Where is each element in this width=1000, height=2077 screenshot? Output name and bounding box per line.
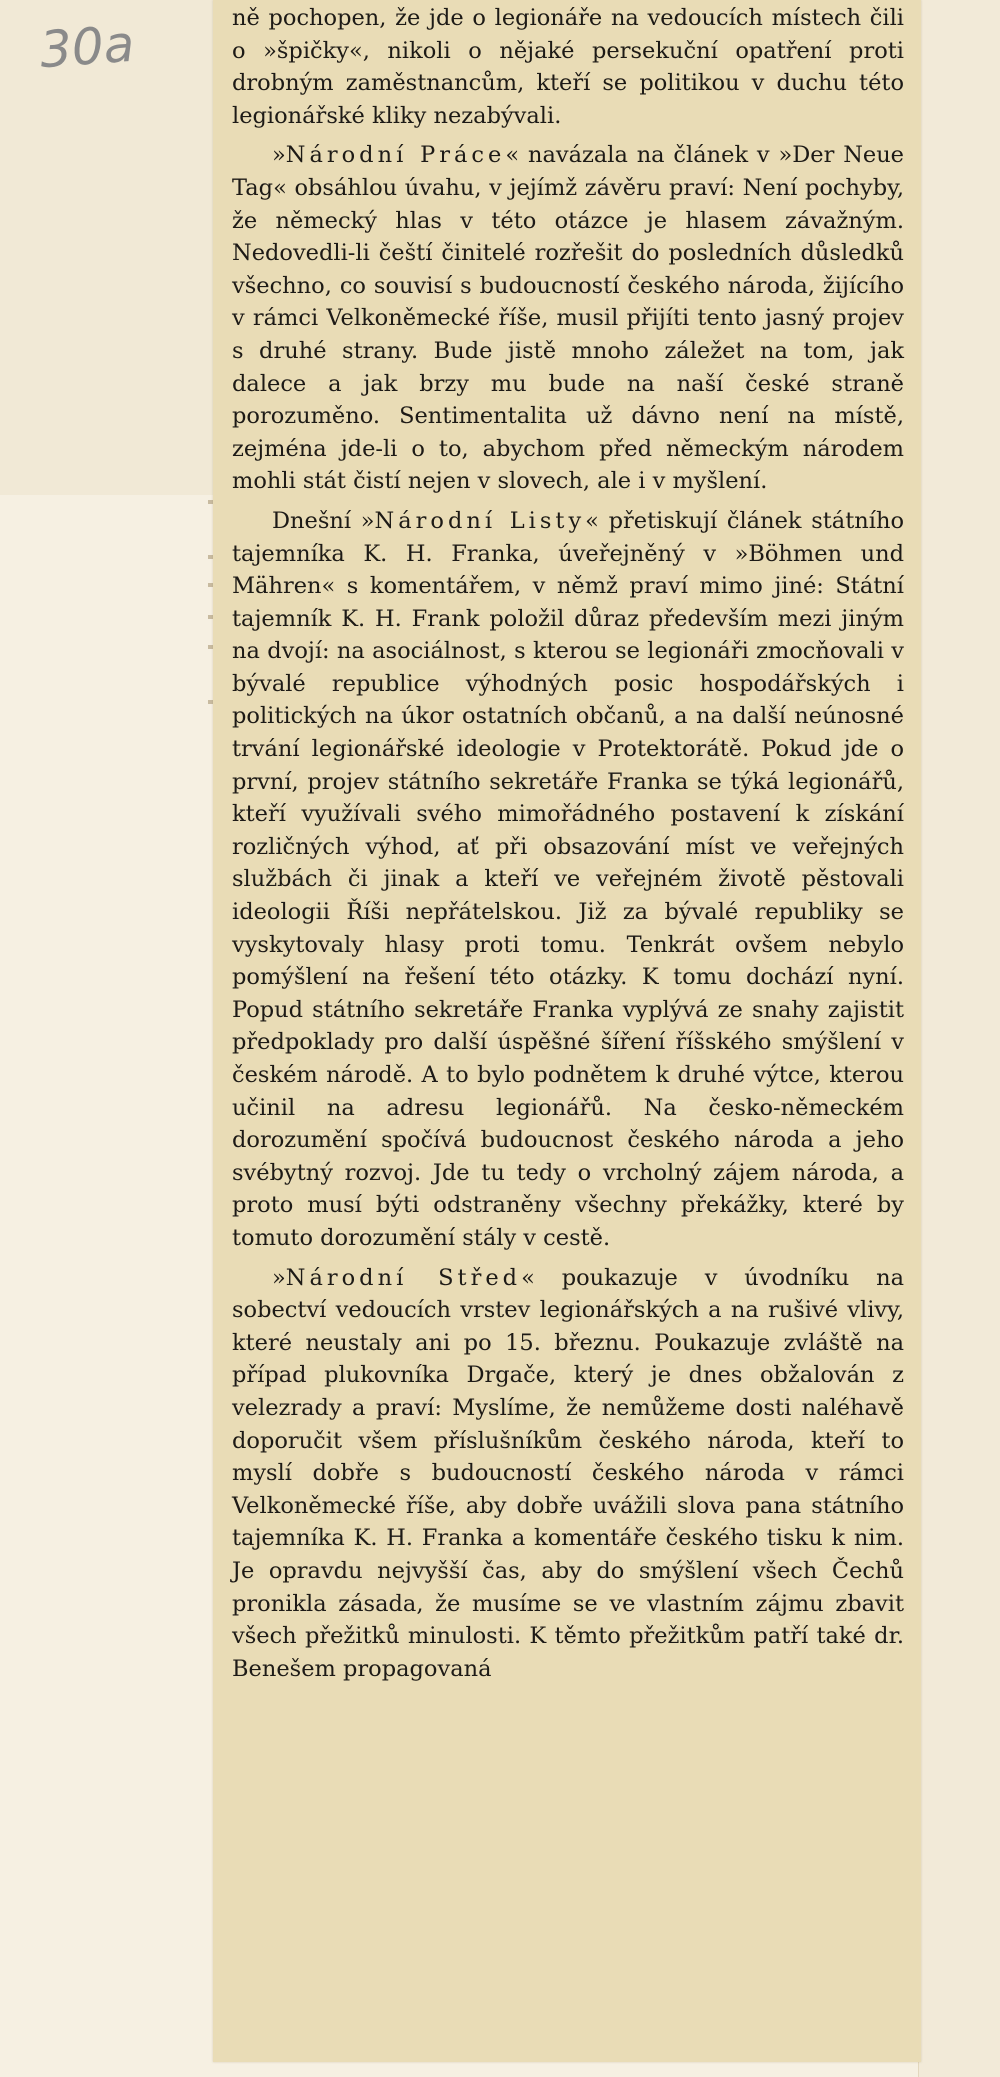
paragraph-text: Dnešní » (272, 507, 375, 534)
article-column (232, 2, 904, 1692)
background-sheet-right (918, 0, 1000, 2077)
newspaper-title: Národní Střed (285, 1264, 522, 1291)
paragraph-text: » (272, 1264, 286, 1291)
paragraph-text: « poukazuje v úvodníku na sobectví vedoucích vrstev legionářských a na rušivé vlivy, které neustaly ani po 15. březnu. Poukazuje zvláště na případ plukovníka Drgače, který je dnes obžalován z velezrady a praví: Myslíme, že nemůžeme dosti naléhavě doporučit všem příslušníkům českého národa, kteří to myslí dobře s budoucností českého národa v rámci Velkoněmecké říše, aby dobře uvážili slova pana státního tajemníka K. H. Franka a komentáře českého tisku k nim. Je opravdu nejvyšší čas, aby do smýšlení všech Čechů pronikla zásada, že musíme se ve vlastním zájmu zbavit všech přežitků minulosti. K těmto přežitkům patří také dr. Benešem propagovaná (232, 1264, 904, 1682)
newspaper-title: Národní Práce (285, 142, 506, 169)
article-paragraph (232, 1262, 904, 1686)
handwritten-note: 30a (38, 14, 137, 80)
paragraph-text: » (272, 142, 286, 169)
article-paragraph (232, 505, 904, 1255)
paragraph-text: « přetiskují článek státního tajemníka K. H. Franka, úveřejněný v »Böhmen und Mähren« s komentářem, v němž praví mimo jiné: Státní tajemník K. H. Frank položil důraz především mezi jiným na dvojí: na asociálnost, s kterou se legionáři zmocňovali v bývalé republice výhodných posic hospodářských i politických na úkor ostatních občanů, a na další neúnosné trvání legionářské ideologie v Protektorátě. Pokud jde o první, projev státního sekretáře Franka se týká legionářů, kteří využívali svého mimořádného postavení k získání rozličných výhod, ať při obsazování míst ve veřejných službách či jinak a kteří ve veřejném životě pěstovali ideologii Říši nepřátelskou. Již za bývalé republiky se vyskytovaly hlasy proti tomu. Tenkrát ovšem nebylo pomýšlení na řešení této otázky. K tomu dochází nyní. Popud státního sekretáře Franka vyplývá ze snahy zajistit předpoklady pro další úspěšné šíření říšského smýšlení v českém národě. A to bylo podnětem k druhé výtce, kterou učinil na adresu legionářů. Na česko-německém dorozumění spočívá budoucnost českého národa a jeho svébytný rozvoj. Jde tu tedy o vrcholný zájem národa, a proto musí býti odstraněny všechny překážky, které by tomuto dorozumění stály v cestě. (232, 507, 904, 1251)
paragraph-text: ně pochopen, že jde o legionáře na vedoucích místech čili o »špičky«, nikoli o nějaké persekuční opatření proti drobným zaměstnancům, kteří se politikou v duchu této legionářské kliky nezabývali. (232, 5, 904, 129)
paragraph-text: « navázala na článek v »Der Neue Tag« obsáhlou úvahu, v jejímž závěru praví: Není pochyby, že německý hlas v této otázce je hlasem závažným. Nedovedli-li čeští činitelé rozřešit do posledních důsledků všechno, co souvisí s budoucností českého národa, žijícího v rámci Velkoněmecké říše, musil přijíti tento jasný projev s druhé strany. Bude jistě mnoho záležet na tom, jak dalece a jak brzy mu bude na naší české straně porozuměno. Sentimentalita už dávno není na místě, zejména jde-li o to, abychom před německým národem mohli stát čistí nejen v slovech, ale i v myšlení. (232, 142, 904, 495)
article-paragraph (232, 139, 904, 498)
newspaper-title: Národní Listy (374, 507, 586, 534)
article-paragraph (232, 2, 904, 132)
